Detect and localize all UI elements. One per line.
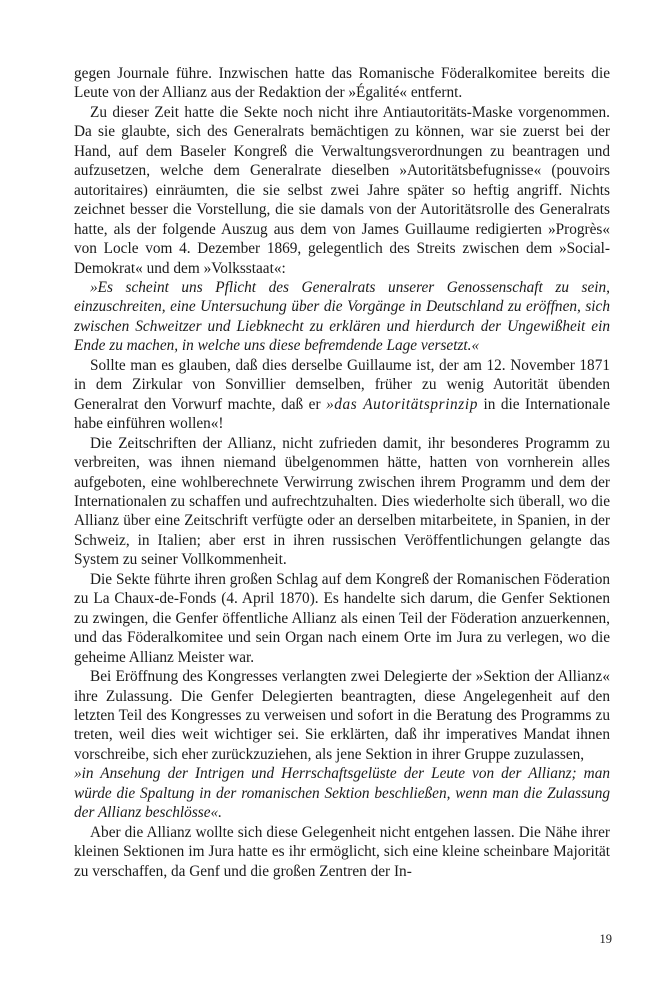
paragraph-guillaume-text: Sollte man es glauben, daß dies derselbe Guillaume ist, der am 12. November 1871 in dem Zirkular von Sonvillier demselben, früher zu wenig Autorität übenden Generalrat den Vorwurf machte, daß er	[74, 356, 610, 413]
quote-intrigen: »in Ansehung der Intrigen und Herrschaftsgelüste der Leute von der Allianz; man würde die Spaltung in der romanischen Sektion beschließen, wenn man die Zulassung der Allianz beschlösse«.	[74, 765, 610, 822]
page-number: 19	[599, 932, 612, 946]
paragraph-allianz: Aber die Allianz wollte sich diese Gelegenheit nicht entgehen lassen. Die Nähe ihrer kleinen Sektionen im Jura hatte es ihr ermöglicht, sich eine kleine scheinbare Majorität zu verschaffen, da Genf und die großen Zentren der In-	[74, 823, 610, 880]
paragraph-eroeffnung: Bei Eröffnung des Kongresses verlangten zwei Delegierte der »Sektion der Allianz« ihre Zulassung. Die Genfer Delegierten beantragten, diese Angelegenheit auf den letzten Teil des Kongresses zu verweisen und sofort in die Beratung des Programms zu treten, weil dies weit wichtiger sei. Sie erklärten, daß ihr imperatives Mandat ihnen vorschreibe, sich eher zurückzuziehen, als jene Sektion in ihrer Gruppe zuzulassen,	[74, 668, 610, 763]
page-body	[74, 64, 610, 881]
paragraph-guillaume-end: in die Internationale habe einführen wollen«!	[74, 395, 610, 433]
paragraph-kongress: Die Sekte führte ihren großen Schlag auf dem Kongreß der Romanischen Föderation zu La Chaux-de-Fonds (4. April 1870). Es handelte sich darum, die Genfer Sektionen zu zwingen, die Genfer öffentliche Allianz als einen Teil der Föderation anzuerkennen, und das Föderalkomitee und sein Organ nach einem Orte im Jura zu verlegen, wo die geheime Allianz Meister war.	[74, 570, 610, 666]
paragraph-guillaume	[74, 356, 610, 434]
emphasis-autoritaetsprinzip: »das Autoritätsprinzip	[326, 395, 478, 413]
paragraph-zeitschriften: Die Zeitschriften der Allianz, nicht zufrieden damit, ihr besonderes Programm zu verbreiten, was ihnen niemand übelgenommen hätte, hatten von vornherein alles aufgeboten, eine wohlberechnete Verwirrung zwischen ihrem Programm und dem der Internationalen zu schaffen und aufrechtzuhalten. Dies wiederholte sich überall, wo die Allianz über eine Zeitschrift verfügte oder an derselben mitarbeitete, in Spanien, in der Schweiz, in Italien; aber erst in ihren russischen Veröffentlichungen gelangte das System zu seiner Vollkommenheit.	[74, 434, 610, 569]
paragraph-sekte: Zu dieser Zeit hatte die Sekte noch nicht ihre Antiautoritäts-Maske vorgenommen. Da sie glaubte, sich des Generalrats bemächtigen zu können, war sie zuerst bei der Hand, auf dem Baseler Kongreß die Verwaltungsverordnungen zu beantragen und aufzusetzen, welche dem Generalrate dieselben »Autoritätsbefugnisse« (pouvoirs autoritaires) einräumten, die sie selbst zwei Jahre später so heftig angriff. Nichts zeichnet besser die Vorstellung, die sie damals von der Autoritätsrolle des Generalrats hatte, als der folgende Auszug aus dem von James Guillaume redigierten »Progrès« von Locle vom 4. Dezember 1869, gelegentlich des Streits zwischen dem »Social-Demokrat« und dem »Volksstaat«:	[74, 103, 610, 277]
paragraph-continued: gegen Journale führe. Inzwischen hatte das Romanische Föderalkomitee bereits die Leute von der Allianz aus der Redaktion der »Égalité« entfernt.	[74, 65, 610, 102]
quote-progres: »Es scheint uns Pflicht des Generalrats unserer Genossenschaft zu sein, einzuschreiten, eine Untersuchung über die Vorgänge in Deutschland zu eröffnen, sich zwischen Schweitzer und Liebknecht zu erklären und hierdurch der Ungewißheit ein Ende zu machen, in welche uns diese befremdende Lage versetzt.«	[74, 278, 610, 355]
